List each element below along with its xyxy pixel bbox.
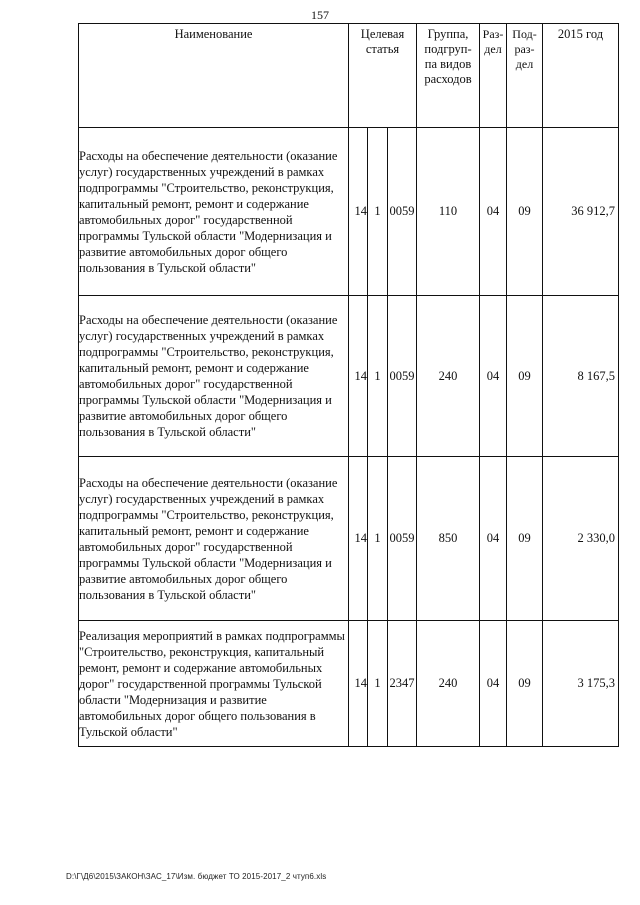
row-amount: 8 167,5 [543, 296, 619, 457]
row-code-a: 14 [349, 621, 368, 747]
header-group-line2: подгруп- [424, 42, 472, 56]
header-target-article [349, 24, 417, 128]
table-row [79, 128, 619, 296]
table-row [79, 296, 619, 457]
row-code-c: 0059 [388, 296, 417, 457]
row-amount: 36 912,7 [543, 128, 619, 296]
header-section-line2: дел [484, 42, 502, 56]
row-group: 110 [417, 128, 480, 296]
header-year [543, 24, 619, 128]
row-code-b: 1 [368, 457, 388, 621]
row-name: Расходы на обеспечение деятельности (оказание услуг) государственных учреждений в рамках подпрограммы "Строительство, реконструкция, капитальный ремонт, ремонт и содержание автомобильных дорог" государственной программы Тульской области "Модернизация и развитие автомобильных дорог общего пользования в Тульской области" [79, 457, 349, 621]
row-code-c: 0059 [388, 128, 417, 296]
page-number: 157 [311, 8, 329, 22]
row-section: 04 [480, 621, 507, 747]
header-group-line3: па видов [424, 57, 472, 71]
row-name: Расходы на обеспечение деятельности (оказание услуг) государственных учреждений в рамках подпрограммы "Строительство, реконструкция, капитальный ремонт, ремонт и содержание автомобильных дорог" государственной программы Тульской области "Модернизация и развитие автомобильных дорог общего пользования в Тульской области" [79, 296, 349, 457]
header-target-line1: Целевая [360, 27, 405, 41]
header-subsection-line3: дел [515, 57, 534, 71]
row-section: 04 [480, 296, 507, 457]
row-code-c: 2347 [388, 621, 417, 747]
table-row [79, 621, 619, 747]
row-amount: 3 175,3 [543, 621, 619, 747]
row-group: 240 [417, 621, 480, 747]
row-subsection: 09 [507, 296, 543, 457]
row-code-b: 1 [368, 621, 388, 747]
header-group-line1: Группа, [427, 27, 469, 41]
header-section [480, 24, 507, 128]
header-subsection [507, 24, 543, 128]
row-code-a: 14 [349, 457, 368, 621]
budget-table [78, 23, 619, 747]
row-code-b: 1 [368, 296, 388, 457]
header-group-line4: расходов [424, 72, 472, 86]
row-group: 240 [417, 296, 480, 457]
header-target-line2: статья [365, 42, 400, 56]
row-subsection: 09 [507, 621, 543, 747]
row-name: Реализация мероприятий в рамках подпрограммы "Строительство, реконструкция, капитальный ремонт, ремонт и содержание автомобильных дорог" государственной программы Тульской области "Модернизация и развитие автомобильных дорог общего пользования в Тульской области" [79, 621, 349, 747]
header-row [79, 24, 619, 128]
header-name [79, 24, 349, 128]
row-name: Расходы на обеспечение деятельности (оказание услуг) государственных учреждений в рамках подпрограммы "Строительство, реконструкция, капитальный ремонт, ремонт и содержание автомобильных дорог" государственной программы Тульской области "Модернизация и развитие автомобильных дорог общего пользования в Тульской области" [79, 128, 349, 296]
row-code-c: 0059 [388, 457, 417, 621]
row-section: 04 [480, 128, 507, 296]
table-row [79, 457, 619, 621]
row-section: 04 [480, 457, 507, 621]
row-group: 850 [417, 457, 480, 621]
header-subsection-line2: раз- [514, 42, 535, 56]
row-subsection: 09 [507, 457, 543, 621]
header-section-line1: Раз- [482, 27, 504, 41]
row-code-b: 1 [368, 128, 388, 296]
row-code-a: 14 [349, 296, 368, 457]
row-amount: 2 330,0 [543, 457, 619, 621]
row-subsection: 09 [507, 128, 543, 296]
header-subsection-line1: Под- [512, 27, 537, 41]
header-name-label: Наименование [174, 27, 253, 41]
file-path-footer: D:\Г\Д6\2015\ЗАКОН\ЗАС_17\Изм. бюджет ТО 2015-2017_2 чтуп6.xls [66, 872, 327, 881]
header-expense-group [417, 24, 480, 128]
row-code-a: 14 [349, 128, 368, 296]
header-year-label: 2015 год [557, 27, 604, 41]
